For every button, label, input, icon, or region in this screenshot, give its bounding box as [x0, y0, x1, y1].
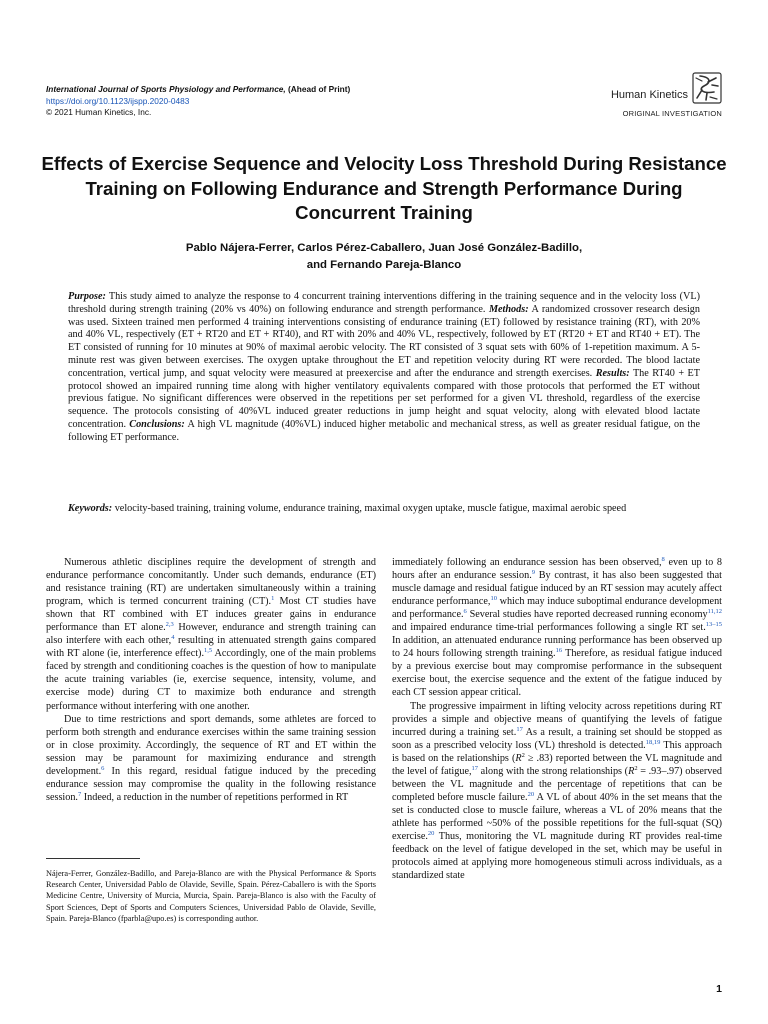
- text-run: ≥ .83) reported between the VL magnitude and the level of fatigue,: [392, 752, 723, 777]
- citation-link[interactable]: 4: [171, 634, 175, 642]
- affiliation-footnote: Nájera-Ferrer, González-Badillo, and Pareja-Blanco are with the Physical Performance & Sports Research Center, Universidad Pablo de Olavide, Seville, Spain. Pérez-Caballero is with the Sports Medicine Centre, University of Murcia, Murcia, Spain. Pareja-Blanco is also with the Faculty of Sport Sciences, Dept of Sports and Computers Sciences, Universidad Pablo de Olavide, Seville, Spain. Pareja-Blanco (fparbla@upo.es) is corresponding author.: [46, 869, 376, 923]
- paragraph: [46, 556, 376, 713]
- text-run: which may induce suboptimal endurance development and performance.: [392, 596, 722, 621]
- citation-link[interactable]: 7: [77, 790, 82, 798]
- text-run: Due to time restrictions and sport demands, some athletes are forced to perform both strength and endurance exercises within the same training session or in close proximity. Accordingly, the sequence of RT and ET within the session may be paramount for maximizing endurance and strength development.: [46, 713, 376, 777]
- publisher-block: [522, 70, 722, 120]
- r-squared-symbol: R: [628, 765, 635, 777]
- citation-link[interactable]: 17: [516, 725, 523, 733]
- citation-link[interactable]: 8: [661, 556, 665, 563]
- journal-status: (Ahead of Print): [288, 84, 351, 94]
- citation-link[interactable]: 17: [471, 764, 479, 772]
- human-kinetics-logo-icon: [692, 72, 722, 104]
- text-run: In addition, an attenuated endurance running performance has been observed up to 24 hours following strength training.: [392, 635, 722, 660]
- text-run: Thus, monitoring the VL magnitude during RT provides real-time feedback on the level of fatigue developed in the set, which may be useful in protocols aimed at applying more homogeneous stimuli across individuals, as a standardized state: [392, 830, 722, 882]
- text-run: Most CT studies have shown that RT combined with ET induces greater gains in endurance performance than ET alone.: [46, 596, 376, 634]
- text-run: As a result, a training set should be stopped as soon as a prescribed velocity loss (VL) threshold is detected.: [392, 726, 722, 751]
- journal-header: [46, 84, 486, 119]
- citation-link[interactable]: 11,12: [707, 608, 722, 616]
- text-run: resulting in attenuated strength gains compared with RT alone (ie, interference effect).: [46, 635, 376, 660]
- publisher-name: Human Kinetics: [610, 89, 688, 101]
- authors: [100, 240, 668, 274]
- text-run: Indeed, a reduction in the number of repetitions performed in RT: [81, 791, 349, 803]
- citation-link[interactable]: 10: [490, 595, 497, 603]
- text-run: Therefore, as residual fatigue induced by a previous exercise bout may compromise performance in the subsequent exercise bout, the exercise sequence and the extent of the fatigue induced by each CT session appear critical.: [392, 648, 722, 699]
- body-column-left: [46, 556, 376, 804]
- citation-link[interactable]: 18,19: [645, 738, 661, 746]
- text-run: In this regard, residual fatigue induced by the preceding endurance session may compromise the quality in the following resistance session.: [46, 765, 376, 803]
- text-run: even up to 8 hours after an endurance session.: [392, 557, 722, 582]
- r-squared-symbol: R: [515, 752, 522, 764]
- copyright: © 2021 Human Kinetics, Inc.: [46, 107, 152, 117]
- text-run: immediately following an endurance session has been observed,: [392, 557, 662, 568]
- methods-text: A randomized crossover research design was used. Sixteen trained men performed 4 training interventions consisting of endurance training (ET) followed by resistance training (RT), with 20% and 40% VL, respectively (ET + RT20 and ET + RT40), and RT with 20% and 40% VL, respectively, followed by ET (RT20 + ET and RT40 + ET). The ET consisted of running for 10 minutes at 90% of maximal aerobic velocity. The RT consisted of 3 squat sets with 60% of 1-repetition maximum. A 5-minute rest was given between exercises. The oxygen uptake throughout the ET and repetition velocity during RT were recorded. The blood lactate concentration, vertical jump, and squat velocity were measured at preexercise and after the endurance and strength exercises.: [68, 303, 700, 379]
- text-run: Accordingly, one of the main problems faced by strength and conditioning coaches is the question of how to manipulate the acute training variables (ie, exercise sequence, intensity, volume, and exercise mode) during CT to maximize both endurance and strength performance without interfering with one another.: [46, 648, 376, 712]
- text-run: A VL of about 40% in the set means that the set is conducted close to muscle failure, whereas a VL of 20% means that the athlete has performed ~50% of the possible repetitions for the full-squat (SQ) exercise.: [392, 791, 722, 842]
- article-title: Effects of Exercise Sequence and Velocity Loss Threshold During Resistance Training on Following Endurance and Strength Performance During Concurrent Training: [41, 153, 727, 223]
- purpose-label: Purpose:: [68, 291, 106, 302]
- citation-link[interactable]: 20: [527, 790, 535, 798]
- exponent: 2: [634, 764, 638, 772]
- article-type: ORIGINAL INVESTIGATION: [622, 109, 722, 118]
- text-run: Several studies have reported decreased running economy: [466, 609, 708, 621]
- citation-link[interactable]: 9: [531, 569, 535, 577]
- journal-name: International Journal of Sports Physiology and Performance,: [46, 84, 286, 94]
- citation-link[interactable]: 6: [463, 608, 467, 616]
- body-column-right: [392, 556, 722, 882]
- text-run: This approach is based on the relationships (: [392, 739, 723, 764]
- citation-link[interactable]: 6: [101, 764, 105, 772]
- text-run: Numerous athletic disciplines require the development of strength and endurance performance concomitantly. Under such demands, endurance (ET) and resistance training (RT) are undertaken simultaneously within a training program, which is termed concurrent training (CT).: [46, 557, 376, 608]
- keywords-label: Keywords:: [68, 503, 113, 514]
- text-run: and impaired endurance time-trial performances following a single RT set.: [392, 622, 706, 634]
- text-run: However, endurance and strength training can also interfere with each other,: [46, 622, 376, 647]
- conclusions-label: Conclusions:: [129, 418, 185, 430]
- page-number: 1: [716, 983, 722, 995]
- authors-line-2: and Fernando Pareja-Blanco: [306, 259, 462, 271]
- abstract: [68, 291, 700, 445]
- keywords: [68, 503, 700, 516]
- conclusions-text: A high VL magnitude (40%VL) induced higher metabolic and mechanical stress, as well as greater residual fatigue, on the following ET performance.: [68, 418, 700, 443]
- paragraph: [392, 556, 722, 700]
- text-run: The progressive impairment in lifting velocity across repetitions during RT provides a simple and objective means of quantifying the levels of fatigue incurred during a training set.: [392, 700, 722, 738]
- purpose-text: This study aimed to analyze the response to 4 concurrent training interventions differing in the training sequence and in the velocity loss (VL) threshold during strength training (20% vs 40%) on following endurance and strength performance.: [68, 291, 700, 315]
- paragraph: [392, 700, 722, 883]
- text-run: By contrast, it has also been suggested that muscle damage and residual fatigue induced by an RT session may acutely affect endurance performance,: [392, 570, 722, 608]
- methods-label: Methods:: [488, 303, 529, 315]
- results-label: Results:: [595, 367, 630, 379]
- authors-line-1: Pablo Nájera-Ferrer, Carlos Pérez-Caballero, Juan José González-Badillo,: [185, 242, 583, 254]
- exponent: 2: [521, 751, 525, 759]
- citation-link[interactable]: 1: [271, 595, 275, 603]
- citation-link[interactable]: 2,3: [165, 621, 174, 629]
- doi-link[interactable]: https://doi.org/10.1123/ijspp.2020-0483: [46, 95, 190, 106]
- text-run: along with the strong relationships (: [478, 765, 629, 777]
- citation-link[interactable]: 16: [555, 647, 563, 655]
- text-run: = .93–.97) observed between the VL magnitude and the percentage of repetitions that can be completed before muscle failure.: [392, 765, 722, 803]
- citation-link[interactable]: 20: [427, 829, 435, 837]
- footnote-divider: [46, 858, 140, 859]
- keywords-text: velocity-based training, training volume, endurance training, maximal oxygen uptake, muscle fatigue, maximal aerobic speed: [112, 503, 627, 514]
- paragraph: [46, 713, 376, 804]
- citation-link[interactable]: 13–15: [705, 621, 722, 629]
- citation-link[interactable]: 1,5: [204, 647, 213, 655]
- results-text: The RT40 + ET protocol showed an impaired running time along with higher ventilatory equivalents compared with those protocols that performed the ET without previous fatigue. No significant differences were observed in the repetitions per set performed for a given VL threshold, regardless of the exercise sequence. The protocols consisting of 40%VL induced greater reductions in jump height and squat velocity, along with elevated blood lactate concentration.: [68, 367, 700, 430]
